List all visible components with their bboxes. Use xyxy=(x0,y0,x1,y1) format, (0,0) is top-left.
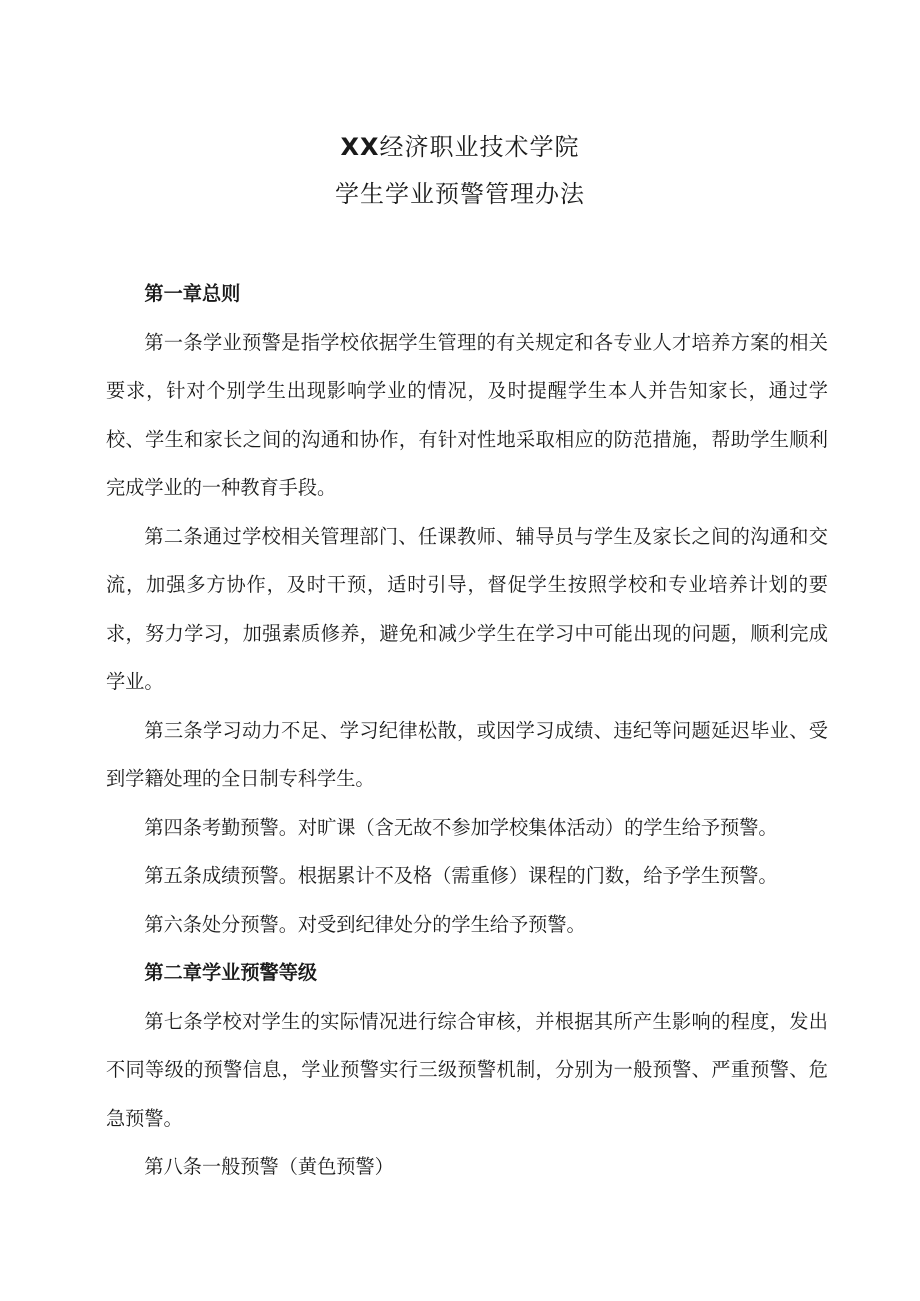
article-8: 第八条一般预警（黄色预警） xyxy=(144,1155,394,1178)
document-title-line1 xyxy=(0,127,920,162)
article-6: 第六条处分预警。对受到纪律处分的学生给予预警。 xyxy=(144,912,586,936)
document-title-line2: 学生学业预警管理办法 xyxy=(335,180,585,208)
article-7: 第七条学校对学生的实际情况进行综合审核，并根据其所产生影响的程度，发出不同等级的预警信息，学业预警实行三级预警机制，分别为一般预警、严重预警、危急预警。 xyxy=(106,1009,828,1130)
article-3: 第三条学习动力不足、学习纪律松散，或因学习成绩、违纪等问题延迟毕业、受到学籍处理的全日制专科学生。 xyxy=(106,718,828,790)
article-2: 第二条通过学校相关管理部门、任课教师、辅导员与学生及家长之间的沟通和交流，加强多方协作，及时干预，适时引导，督促学生按照学校和专业培养计划的要求，努力学习，加强素质修养，避免和减少学生在学习中可能出现的问题，顺利完成学业。 xyxy=(106,524,828,693)
article-5: 第五条成绩预警。根据累计不及格（需重修）课程的门数，给予学生预警。 xyxy=(144,864,778,887)
title-prefix: XX xyxy=(340,133,380,161)
article-1: 第一条学业预警是指学校依据学生管理的有关规定和各专业人才培养方案的相关要求，针对个别学生出现影响学业的情况，及时提醒学生本人并告知家长，通过学校、学生和家长之间的沟通和协作，有针对性地采取相应的防范措施，帮助学生顺利完成学业的一种教育手段。 xyxy=(106,330,828,499)
chapter2-heading: 第二章学业预警等级 xyxy=(144,961,318,984)
article-4: 第四条考勤预警。对旷课（含无故不参加学校集体活动）的学生给予预警。 xyxy=(144,815,778,839)
document-body xyxy=(106,270,828,1192)
chapter1-heading: 第一章总则 xyxy=(144,282,241,305)
title-line1-rest: 经济职业技术学院 xyxy=(379,133,580,161)
